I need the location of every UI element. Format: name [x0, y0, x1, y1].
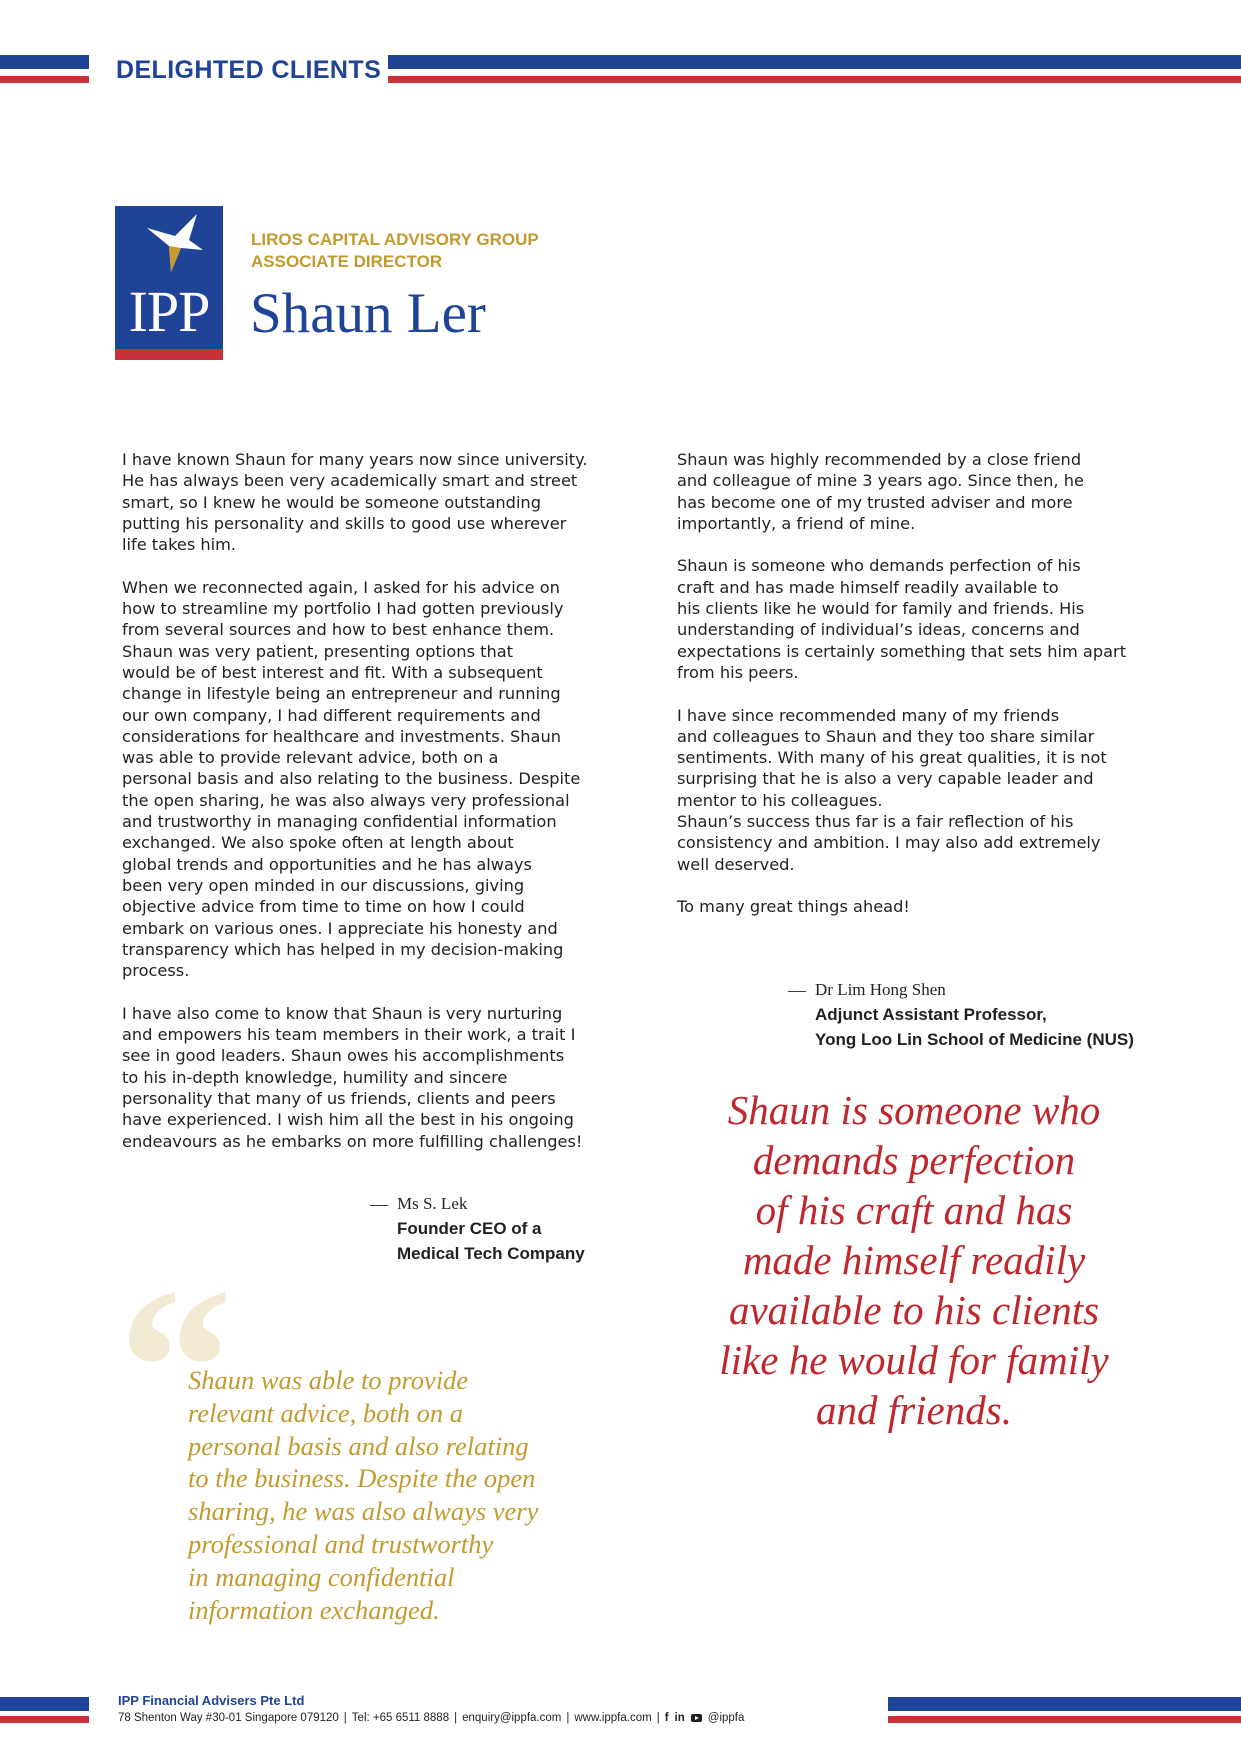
testimonial-line: exchanged. We also spoke often at length about: [122, 833, 514, 853]
pull-quote-line: professional and trustworthy: [188, 1528, 494, 1559]
pull-quote-line: to the business. Despite the open: [188, 1463, 536, 1494]
pull-quote-right: [664, 1085, 1164, 1435]
pull-quote-line: of his craft and has: [755, 1187, 1073, 1233]
company-name: LIROS CAPITAL ADVISORY GROUP: [251, 230, 539, 249]
pull-quote-line: available to his clients: [728, 1287, 1100, 1333]
testimonial-line: I have also come to know that Shaun is very nurturing: [122, 1003, 563, 1023]
testimonial-line: expectations is certainly something that sets him apart: [677, 641, 1127, 661]
facebook-icon[interactable]: f: [664, 1712, 669, 1724]
testimonial-line: from several sources and how to best enhance them.: [122, 620, 555, 640]
paragraph-gap: [677, 683, 1167, 704]
pull-quote-line: information exchanged.: [188, 1594, 440, 1625]
testimonial-line: embark on various ones. I appreciate his honesty and: [122, 918, 558, 938]
ipp-logo: [115, 206, 223, 360]
pull-quote-line: like he would for family: [719, 1337, 1109, 1383]
footer-bar-right-blue: [888, 1697, 1241, 1711]
header-bar-left-blue: [0, 55, 89, 69]
testimonial-line: consistency and ambition. I may also add extremely: [677, 833, 1101, 853]
testimonial-line: I have known Shaun for many years now since university.: [122, 450, 588, 469]
testimonial-line: been very open minded in our discussions, giving: [122, 875, 525, 895]
footer-bar-left-red: [0, 1716, 89, 1723]
testimonial-line: sentiments. With many of his great qualities, it is not: [677, 748, 1107, 768]
header-bar-right-red: [388, 76, 1241, 83]
testimonial-line: He has always been very academically smart and street: [122, 471, 578, 491]
testimonial-line: Shaun was very patient, presenting options that: [122, 641, 514, 661]
testimonial-line: putting his personality and skills to good use wherever: [122, 513, 567, 533]
testimonial-line: how to streamline my portfolio I had gotten previously: [122, 599, 564, 619]
testimonial-line: Shaun’s success thus far is a fair reflection of his: [677, 812, 1074, 832]
footer-tel: Tel: +65 6511 8888: [351, 1712, 450, 1724]
footer-website-link[interactable]: www.ippfa.com: [574, 1712, 652, 1724]
pull-quote-line: demands perfection: [752, 1137, 1076, 1183]
youtube-icon[interactable]: [691, 1714, 702, 1722]
testimonial-line: from his peers.: [677, 662, 799, 682]
testimonial-line: see in good leaders. Shaun owes his accomplishments: [122, 1046, 565, 1066]
testimonial-line: life takes him.: [122, 535, 237, 555]
person-name: Shaun Ler: [250, 282, 486, 345]
testimonial-line: I have since recommended many of my friends: [677, 705, 1060, 725]
header-bar-left-red: [0, 76, 89, 83]
signatory-name-right: Dr Lim Hong Shen: [815, 980, 946, 999]
testimonial-line: smart, so I knew he would be someone outstanding: [122, 492, 541, 512]
footer-company: IPP Financial Advisers Pte Ltd: [118, 1693, 305, 1708]
testimonial-line: importantly, a friend of mine.: [677, 513, 916, 533]
signatory-title-left-2: Medical Tech Company: [397, 1244, 585, 1263]
testimonial-line: would be of best interest and fit. With a subsequent: [122, 662, 543, 682]
testimonial-line: personal basis and also relating to the business. Despite: [122, 769, 581, 789]
testimonial-line: his clients like he would for family and friends. His: [677, 599, 1085, 619]
quote-mark-icon: “: [118, 1240, 233, 1495]
pull-quote-line: in managing confidential: [188, 1561, 455, 1592]
testimonial-line: to his in-depth knowledge, humility and sincere: [122, 1067, 508, 1087]
testimonial-line: have experienced. I wish him all the best in his ongoing: [122, 1110, 574, 1130]
section-title: DELIGHTED CLIENTS: [116, 56, 382, 84]
signature-dash-right: —: [788, 980, 806, 1000]
footer-contact-line: 78 Shenton Way #30-01 Singapore 079120 | Tel: +65 6511 8888 | enquiry@ippfa.com | www.ippfa.com | f in @ippfa: [118, 1712, 745, 1724]
testimonial-line: objective advice from time to time on how I could: [122, 897, 525, 917]
testimonial-line: our own company, I had different requirements and: [122, 705, 541, 725]
testimonial-line: craft and has made himself readily available to: [677, 577, 1059, 597]
testimonial-line: Shaun is someone who demands perfection of his: [677, 556, 1081, 576]
testimonial-line: When we reconnected again, I asked for his advice on: [122, 577, 560, 597]
signatory-name-left: Ms S. Lek: [397, 1194, 468, 1213]
bird-icon: [145, 212, 205, 278]
signature-dash-left: —: [370, 1194, 388, 1214]
testimonial-line: To many great things ahead!: [677, 897, 910, 917]
testimonial-line: understanding of individual’s ideas, concerns and: [677, 620, 1080, 640]
signatory-title-right-1: Adjunct Assistant Professor,: [815, 1005, 1047, 1024]
linkedin-icon[interactable]: in: [674, 1712, 685, 1724]
signatory-title-right-2: Yong Loo Lin School of Medicine (NUS): [815, 1030, 1134, 1049]
signatory-title-left-1: Founder CEO of a: [397, 1219, 542, 1238]
paragraph-gap: [677, 534, 1167, 555]
logo-text: IPP: [128, 279, 210, 344]
testimonial-line: global trends and opportunities and he has always: [122, 854, 532, 874]
footer-address: 78 Shenton Way #30-01 Singapore 079120: [118, 1712, 339, 1724]
testimonial-line: personality that many of us friends, clients and peers: [122, 1088, 556, 1108]
testimonial-left-body: [122, 449, 612, 1152]
testimonial-line: has become one of my trusted adviser and more: [677, 492, 1073, 512]
footer-bar-left-blue: [0, 1697, 89, 1711]
testimonial-line: endeavours as he embarks on more fulfilling challenges!: [122, 1131, 583, 1151]
testimonial-line: Shaun was highly recommended by a close friend: [677, 450, 1082, 469]
paragraph-gap: [122, 555, 612, 576]
pull-quote-line: personal basis and also relating: [188, 1430, 529, 1461]
testimonial-line: change in lifestyle being an entrepreneur and running: [122, 684, 561, 704]
testimonial-line: transparency which has helped in my decision-making: [122, 939, 564, 959]
testimonial-line: surprising that he is also a very capable leader and: [677, 769, 1094, 789]
pull-quote-line: Shaun was able to provide: [188, 1365, 469, 1395]
testimonial-line: mentor to his colleagues.: [677, 790, 883, 810]
header-bar-right-blue: [388, 55, 1241, 69]
testimonial-line: was able to provide relevant advice, both on a: [122, 748, 499, 768]
footer-social-handle[interactable]: @ippfa: [707, 1712, 745, 1724]
testimonial-right-body: [677, 449, 1167, 918]
testimonial-line: and empowers his team members in their work, a trait I: [122, 1025, 576, 1045]
pull-quote-line: sharing, he was also always very: [188, 1496, 539, 1527]
pull-quote-line: relevant advice, both on a: [188, 1397, 463, 1428]
testimonial-line: the open sharing, he was also always very professional: [122, 790, 570, 810]
testimonial-line: and colleague of mine 3 years ago. Since then, he: [677, 471, 1084, 491]
paragraph-gap: [677, 875, 1167, 896]
footer-email-link[interactable]: enquiry@ippfa.com: [462, 1712, 562, 1724]
testimonial-line: and colleagues to Shaun and they too share similar: [677, 726, 1095, 746]
pull-quote-line: and friends.: [816, 1387, 1012, 1433]
pull-quote-line: Shaun is someone who: [727, 1087, 1101, 1133]
footer-bar-right-red: [888, 1716, 1241, 1723]
pull-quote-line: made himself readily: [742, 1237, 1086, 1283]
pull-quote-left: [188, 1364, 628, 1626]
testimonial-line: process.: [122, 961, 190, 981]
testimonial-line: considerations for healthcare and investments. Shaun: [122, 726, 561, 746]
testimonial-line: and trustworthy in managing confidential information: [122, 812, 557, 832]
testimonial-line: well deserved.: [677, 854, 795, 874]
paragraph-gap: [122, 981, 612, 1002]
role-title: ASSOCIATE DIRECTOR: [251, 252, 443, 271]
